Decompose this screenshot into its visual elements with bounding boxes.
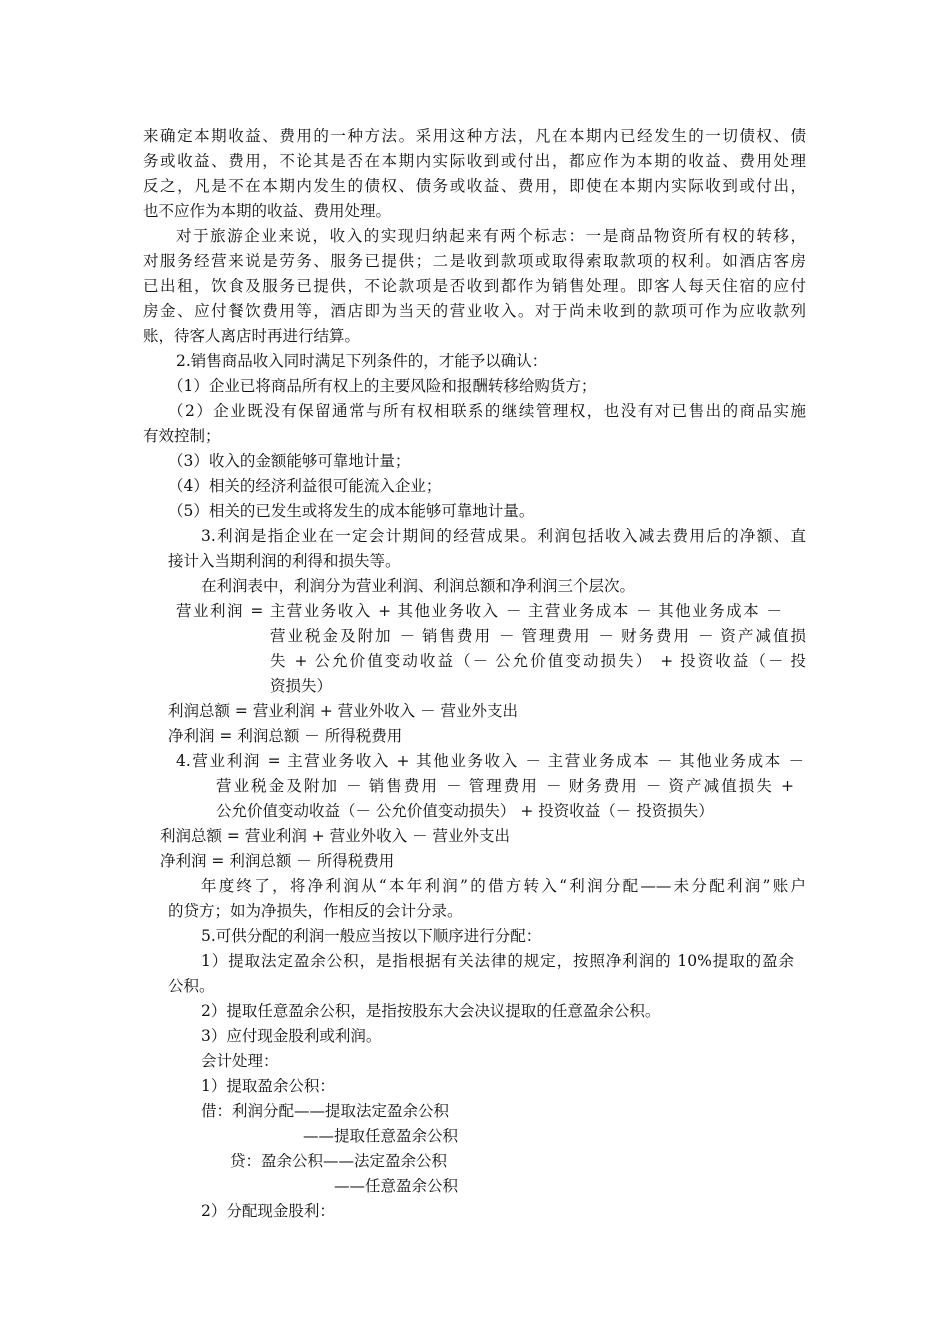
list-item: （5）相关的已发生或将发生的成本能够可靠地计量。 <box>168 502 535 520</box>
paragraph-line: 务或收益、费用，不论其是否在本期内实际收到或付出，都应作为本期的收益、费用处理 <box>143 152 806 170</box>
list-item: （1）企业已将商品所有权上的主要风险和报酬转移给购货方； <box>168 377 597 395</box>
formula-line: 净利润 = 利润总额 － 所得税费用 <box>160 852 395 870</box>
paragraph-line: 会计处理： <box>201 1052 279 1070</box>
list-item: 有效控制； <box>143 427 221 445</box>
list-item: （2）企业既没有保留通常与所有权相联系的继续管理权，也没有对已售出的商品实施 <box>168 402 806 420</box>
formula-line: 利润总额 = 营业利润 + 营业外收入 － 营业外支出 <box>168 702 519 720</box>
section-heading: 2.销售商品收入同时满足下列条件的，才能予以确认： <box>176 352 548 370</box>
list-item: 3）应付现金股利或利润。 <box>201 1027 382 1045</box>
paragraph-line: 反之，凡是不在本期内发生的债权、债务或收益、费用，即使在本期内实际收到或付出， <box>143 177 806 195</box>
list-item: （4）相关的经济利益很可能流入企业； <box>168 477 442 495</box>
paragraph-line: 对服务经营来说是劳务、服务已提供；二是收到款项或取得索取款项的权利。如酒店客房 <box>143 252 806 270</box>
journal-entry-line: 贷：盈余公积——法定盈余公积 <box>230 1152 448 1170</box>
formula-line: 营业税金及附加 － 销售费用 － 管理费用 － 财务费用 － 资产减值损失 + <box>216 777 794 795</box>
formula-line: 公允价值变动收益（－ 公允价值变动损失） + 投资收益（－ 投资损失） <box>216 802 714 820</box>
list-item: 1）提取盈余公积： <box>201 1077 335 1095</box>
paragraph-line: 的贷方；如为净损失，作相反的会计分录。 <box>168 902 463 920</box>
paragraph-line: 房金、应付餐饮费用等，酒店即为当天的营业收入。对于尚未收到的款项可作为应收款列 <box>143 302 806 320</box>
list-item: 2）提取任意盈余公积，是指按股东大会决议提取的任意盈余公积。 <box>201 1002 661 1020</box>
paragraph-line: 年度终了，将净利润从“本年利润”的借方转入“利润分配——未分配利润”账户 <box>201 877 806 895</box>
paragraph-line: 在利润表中，利润分为营业利润、利润总额和净利润三个层次。 <box>201 577 636 595</box>
formula-line: 营业税金及附加 － 销售费用 － 管理费用 － 财务费用 － 资产减值损 <box>270 627 806 645</box>
formula-line: 失 + 公允价值变动收益（－ 公允价值变动损失） + 投资收益（－ 投 <box>270 652 806 670</box>
formula-line: 资损失） <box>270 677 333 695</box>
formula-line: 利润总额 = 营业利润 + 营业外收入 － 营业外支出 <box>160 827 511 845</box>
journal-entry-line: ——提取任意盈余公积 <box>303 1127 459 1145</box>
paragraph-line: 也不应作为本期的收益、费用处理。 <box>143 202 392 220</box>
paragraph-line: 对于旅游企业来说，收入的实现归纳起来有两个标志：一是商品物资所有权的转移， <box>176 227 806 245</box>
paragraph-line: 账，待客人离店时再进行结算。 <box>143 327 361 345</box>
section-heading: 3.利润是指企业在一定会计期间的经营成果。利润包括收入减去费用后的净额、直 <box>201 527 806 545</box>
section-heading: 5.可供分配的利润一般应当按以下顺序进行分配： <box>201 927 542 945</box>
formula-line: 4.营业利润 = 主营业务收入 + 其他业务收入 － 主营业务成本 － 其他业务成本 － <box>176 752 804 770</box>
paragraph-line: 来确定本期收益、费用的一种方法。采用这种方法，凡在本期内已经发生的一切债权、债 <box>143 127 806 145</box>
list-item: （3）收入的金额能够可靠地计量； <box>168 452 411 470</box>
list-item: 2）分配现金股利： <box>201 1202 335 1220</box>
journal-entry-line: ——任意盈余公积 <box>334 1177 459 1195</box>
paragraph-line: 接计入当期利润的利得和损失等。 <box>168 552 401 570</box>
formula-line: 净利润 = 利润总额 － 所得税费用 <box>168 727 403 745</box>
formula-line: 营业利润 = 主营业务收入 + 其他业务收入 － 主营业务成本 － 其他业务成本 － <box>176 602 782 620</box>
list-item: 1）提取法定盈余公积，是指根据有关法律的规定，按照净利润的 10%提取的盈余 <box>201 952 794 970</box>
paragraph-line: 已出租，饮食及服务已提供，不论款项是否收到都作为销售处理。即客人每天住宿的应付 <box>143 277 806 295</box>
journal-entry-line: 借：利润分配——提取法定盈余公积 <box>201 1102 450 1120</box>
list-item: 公积。 <box>168 977 215 995</box>
